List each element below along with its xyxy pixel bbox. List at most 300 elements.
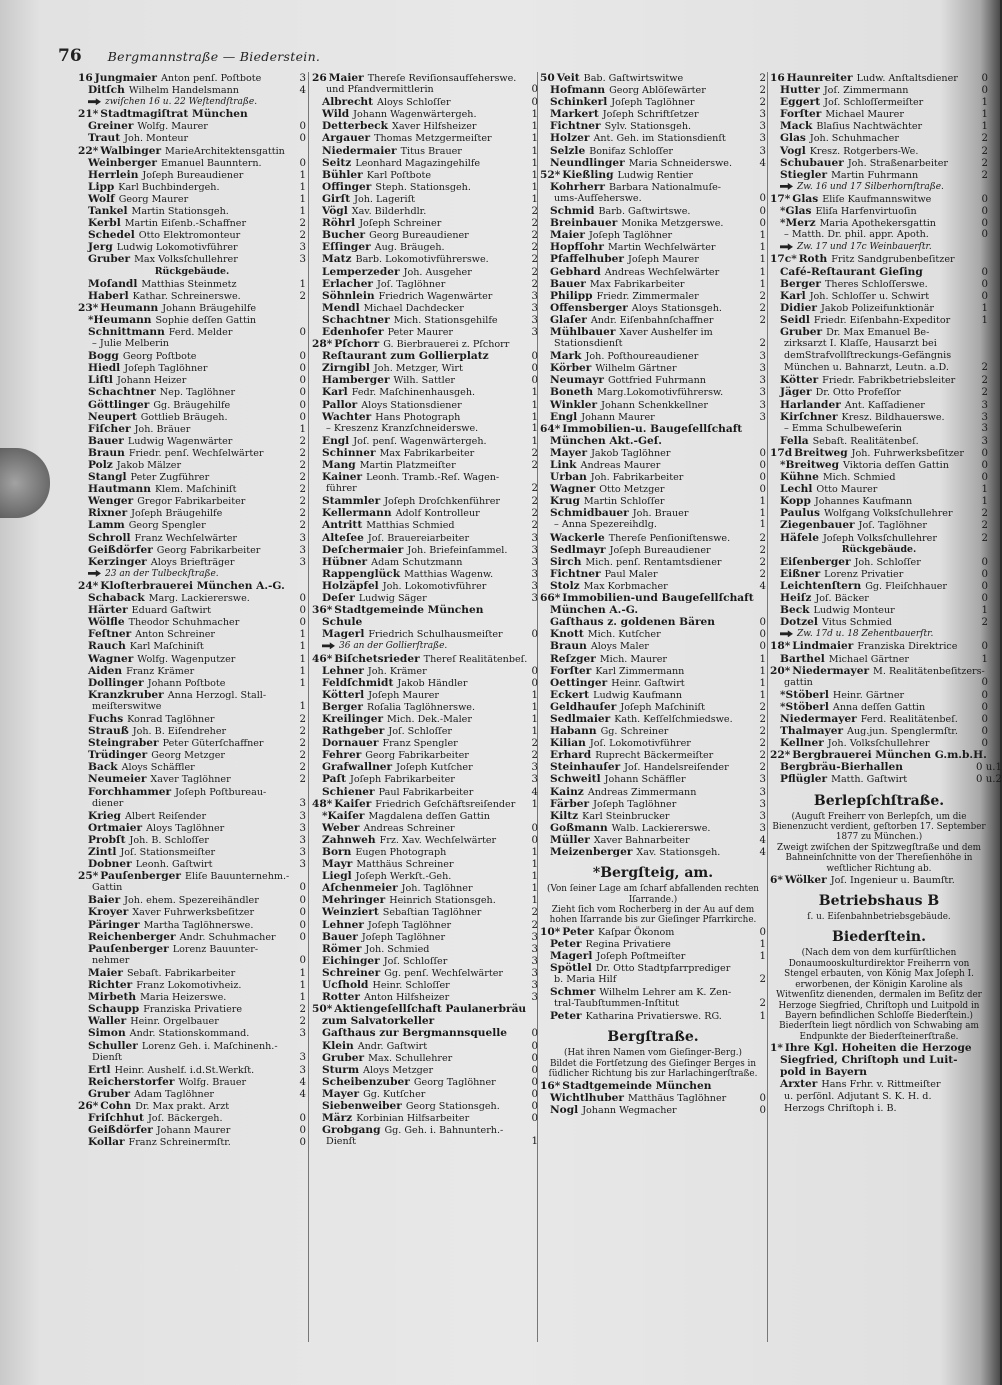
resident-occupation: Aloys Maler: [590, 641, 649, 653]
resident-occupation: Matthäus Schreiner: [356, 859, 454, 871]
floor-number: 2: [759, 338, 766, 350]
resident-occupation: Lorenz Geh. i. Maſchinenh.-: [141, 1040, 278, 1052]
resident-occupation: Ludwig Säger: [358, 593, 427, 605]
resident-name: Bucher: [322, 229, 366, 242]
resident-name: Link: [550, 459, 577, 471]
floor-number: 0: [981, 689, 988, 701]
directory-entry: [540, 471, 766, 483]
floor-number: 0: [981, 266, 988, 278]
floor-number: 1: [531, 133, 538, 145]
directory-entry: [312, 423, 538, 435]
resident-occupation: Leonh. Gaſtwirt: [135, 859, 213, 871]
floor-number: 2: [981, 133, 988, 145]
directory-entry: [78, 616, 306, 628]
resident-occupation: Thomas Metzgermeiſter: [374, 133, 492, 145]
resident-name: Peter: [550, 937, 582, 950]
cross-street-note: [78, 568, 306, 580]
resident-name: Sedlmaier: [550, 712, 611, 725]
resident-occupation: Aloys Stationsdiener: [361, 399, 462, 411]
directory-entry: [78, 1076, 306, 1088]
floor-number: 1: [299, 653, 306, 665]
floor-number: 1: [981, 109, 988, 121]
floor-number: 3: [299, 1028, 306, 1040]
street-heading: *Bergſteig, am.: [592, 865, 714, 882]
resident-name: Erhard: [550, 749, 592, 762]
resident-name: Weinberger: [88, 156, 157, 169]
floor-number: 1: [531, 157, 538, 169]
floor-number: 0: [299, 351, 306, 363]
resident-occupation: Viktoria deſſen Gattin: [843, 460, 949, 471]
resident-name: Steinhauſer: [550, 761, 621, 774]
directory-entry: [78, 749, 306, 761]
resident-occupation: Wilh. Sattler: [393, 375, 455, 387]
floor-number: 2: [759, 726, 766, 738]
directory-entry: [78, 411, 306, 423]
column-rule: [308, 72, 309, 1342]
directory-entry: [78, 737, 306, 749]
resident-name: Schachtner: [322, 313, 390, 326]
directory-entry: [770, 532, 988, 544]
resident-name: Moſandl: [88, 277, 138, 290]
floor-number: 1: [299, 206, 306, 218]
street-heading: Berlepſchſtraße.: [813, 792, 945, 809]
resident-occupation: Eliſa Harfenvirtuoſin: [815, 206, 917, 218]
floor-number: 3: [531, 980, 538, 992]
floor-number: 2: [981, 387, 988, 399]
floor-number: 0: [759, 460, 766, 471]
floor-number: 1: [531, 701, 538, 713]
directory-entry: [312, 266, 538, 278]
directory-entry: [312, 846, 538, 858]
floor-number: 1: [759, 519, 766, 531]
resident-name: Berger: [780, 277, 822, 290]
directory-entry: [312, 362, 538, 374]
resident-name: Meizenberger: [550, 846, 633, 858]
resident-occupation: zirksarzt I. Klaſſe, Hausarzt bei: [784, 338, 937, 350]
resident-occupation: Gg. Schreiner: [600, 726, 669, 738]
resident-name: Neupert: [88, 410, 137, 423]
resident-name: Thalmayer: [780, 725, 844, 738]
floor-number: 3: [759, 798, 766, 810]
floor-number: 2: [531, 242, 538, 254]
directory-entry: [540, 108, 766, 120]
resident-name: Bergbrauerei München G.m.b.H.: [792, 749, 987, 762]
resident-name: Hamberger: [322, 374, 390, 387]
resident-name: Stiegler: [780, 168, 828, 181]
section-subheading: Rückgebäude.: [154, 265, 230, 277]
resident-name: *Stöberl: [780, 700, 829, 713]
resident-occupation: Monika Metzgerswe.: [621, 218, 724, 230]
resident-occupation: Adam Taglöhner: [134, 1088, 214, 1100]
floor-number: 2: [531, 460, 538, 471]
resident-occupation: Otto Elektromonteur: [138, 230, 241, 242]
directory-entry: [770, 773, 1002, 786]
directory-entry: [540, 217, 766, 229]
floor-number: 3: [531, 593, 538, 605]
resident-occupation: Joh. B. Schloſſer: [129, 834, 209, 846]
resident-occupation: Titus Brauer: [400, 145, 462, 157]
resident-occupation: Sebaſtian Taglöhner: [382, 907, 482, 919]
floor-number: 2: [299, 750, 306, 762]
resident-name: Nogl: [550, 1103, 579, 1116]
floor-number: 0: [531, 822, 538, 834]
house-number: 17*: [770, 192, 791, 205]
floor-number: 2: [531, 230, 538, 242]
floor-number: 0 u.1: [976, 762, 1002, 774]
resident-occupation: Klem. Maſchiniſt: [154, 484, 237, 496]
directory-entry: [540, 205, 766, 217]
floor-number: 1: [981, 484, 988, 496]
resident-occupation: Ludwig Monteur: [813, 605, 895, 617]
resident-occupation: Joſeph Volksſchullehrer: [822, 532, 937, 544]
resident-occupation: Nep. Taglöhner: [159, 387, 236, 399]
floor-number: 0: [299, 931, 306, 943]
directory-entry: [540, 1080, 766, 1092]
resident-name: Gruber: [88, 253, 131, 266]
directory-entry: [770, 701, 988, 713]
resident-occupation: Jakob Händler: [397, 677, 468, 689]
floor-number: 0: [531, 375, 538, 387]
resident-occupation: Matthias Steinmetz: [141, 278, 237, 290]
resident-name: Mayer: [322, 1087, 360, 1100]
resident-name: Geißdörfer: [88, 543, 153, 556]
directory-entry: [78, 628, 306, 640]
directory-entry: [312, 495, 538, 507]
resident-name: *Merz: [780, 217, 816, 230]
resident-name: Wölker: [784, 873, 827, 886]
directory-entry: [770, 568, 988, 580]
resident-name: Erlacher: [322, 277, 374, 290]
resident-name: Alteſee: [322, 531, 364, 544]
resident-occupation: Anna Herzogl. Stall-: [167, 689, 267, 701]
resident-name: Forſter: [550, 664, 592, 677]
floor-number: 2: [531, 520, 538, 532]
resident-occupation: Dr. Max Emanuel Be-: [826, 326, 930, 338]
directory-entry: [540, 362, 766, 374]
house-number: 26*: [78, 1099, 99, 1112]
resident-name: München Akt.-Geſ.: [550, 434, 662, 447]
resident-name: Schroll: [88, 531, 131, 544]
resident-occupation: Joh. Monteur: [124, 133, 189, 145]
resident-name: Selzle: [550, 144, 586, 157]
resident-name: Lindmaier: [792, 640, 854, 653]
floor-number: 0: [531, 363, 538, 375]
resident-occupation: Joh. Lageriſt: [354, 193, 415, 205]
resident-occupation: Fritz Sandgrubenbeſitzer: [831, 254, 955, 266]
house-number: 20*: [770, 664, 791, 677]
house-number: 25*: [78, 870, 99, 883]
floor-number: 0: [299, 133, 306, 145]
resident-name: Jungmaier: [94, 72, 157, 84]
resident-occupation: Johann Heizer: [116, 375, 187, 387]
resident-name: Krieg: [88, 809, 121, 822]
resident-name: Veit: [556, 72, 580, 84]
resident-name: Magerl: [550, 949, 593, 962]
resident-occupation: Heinr. Gaſtwirt: [611, 677, 685, 689]
resident-occupation: Georg Stationsgeh.: [405, 1100, 500, 1112]
floor-number: 2: [981, 375, 988, 387]
column-4: [770, 72, 1002, 1362]
resident-name: Gruber: [88, 1087, 131, 1100]
directory-entry: [78, 592, 306, 604]
resident-occupation: Herzogs Chriſtoph i. B.: [784, 1102, 897, 1114]
directory-entry: [78, 471, 306, 483]
floor-number: 2: [759, 85, 766, 97]
directory-entry: [312, 786, 538, 798]
resident-name: Glas: [780, 132, 806, 145]
directory-entry: [312, 1124, 538, 1136]
resident-name: Sedlmayr: [550, 543, 606, 556]
floor-number: 0: [981, 290, 988, 302]
floor-number: 1: [981, 97, 988, 109]
floor-number: 2: [299, 460, 306, 471]
resident-occupation: Wolfgang Volksſchullehrer: [823, 508, 953, 520]
house-number: 1*: [770, 1042, 783, 1055]
resident-name: Didier: [780, 301, 817, 314]
floor-number: 1: [531, 847, 538, 858]
directory-entry: [78, 84, 306, 96]
resident-occupation: Dr. Otto Stadtpfarrprediger: [595, 963, 731, 974]
resident-name: Hopfſohr: [550, 241, 604, 254]
floor-number: 1: [759, 266, 766, 278]
resident-name: *Glas: [780, 205, 812, 218]
directory-entry: [78, 169, 306, 181]
directory-entry: [770, 229, 988, 241]
resident-name: Kreilinger: [322, 712, 384, 725]
resident-name: Hübner: [322, 555, 368, 568]
floor-number: 1: [299, 629, 306, 641]
resident-name: Karl: [780, 289, 806, 302]
directory-entry: [540, 640, 766, 652]
resident-name: Friſchhut: [88, 1112, 144, 1125]
directory-entry: [770, 665, 988, 677]
directory-entry: [78, 725, 306, 737]
resident-occupation: Dienſt: [92, 1051, 123, 1063]
house-number: 10*: [540, 925, 561, 938]
directory-entry: [540, 846, 766, 858]
directory-entry: [78, 205, 306, 217]
resident-occupation: Stationsdienſt: [554, 338, 623, 350]
floor-number: 0: [531, 1028, 538, 1040]
resident-occupation: Joh. Volksſchullehrer: [827, 738, 930, 750]
floor-number: 0: [299, 326, 306, 338]
directory-entry: [540, 386, 766, 398]
resident-name: Mirbeth: [88, 991, 137, 1004]
resident-occupation: Georg Bureaudiener: [369, 230, 469, 242]
directory-entry: [540, 507, 766, 519]
resident-name: Reichenberger: [88, 930, 176, 943]
resident-occupation: Konrad Taglöhner: [127, 713, 215, 725]
directory-entry: [770, 399, 988, 411]
resident-name: Krug: [550, 495, 580, 508]
resident-name: Kellermann: [322, 507, 392, 520]
directory-entry: [540, 725, 766, 737]
resident-occupation: meiſterswitwe: [92, 700, 162, 712]
cross-street-note: [770, 241, 988, 253]
floor-number: 0: [759, 1092, 766, 1104]
resident-name: Liſtl: [88, 374, 113, 387]
resident-occupation: Leonh. Tramb.-Reſ. Wagen-: [366, 472, 500, 484]
directory-entry: [78, 798, 306, 810]
resident-name: Girſt: [322, 192, 351, 205]
directory-entry: [312, 906, 538, 918]
resident-occupation: Friedrich Schulhausmeiſter: [368, 629, 503, 641]
directory-entry: [540, 974, 766, 986]
directory-entry: [540, 193, 766, 205]
floor-number: 1: [759, 278, 766, 290]
resident-name: Eichinger: [322, 954, 380, 967]
directory-entry: [78, 773, 306, 785]
floor-number: 3: [299, 859, 306, 871]
resident-occupation: Johann Bräugehilfe: [162, 302, 257, 314]
resident-name: Dollinger: [88, 676, 144, 689]
floor-number: 3: [299, 834, 306, 846]
resident-occupation: – Anna Spezereihdlg.: [554, 519, 657, 531]
directory-entry: [312, 1136, 538, 1148]
directory-entry: [770, 713, 988, 725]
house-number: 48*: [312, 797, 333, 810]
resident-occupation: Joh. Straßenarbeiter: [847, 157, 949, 169]
resident-occupation: Jakob Mälzer: [116, 460, 182, 471]
resident-name: Lehner: [322, 918, 364, 931]
resident-name: Forchhammer: [88, 785, 172, 798]
resident-occupation: Georg Poſtbote: [122, 351, 197, 363]
floor-number: 1: [531, 411, 538, 423]
resident-name: Zirngibl: [322, 362, 370, 375]
directory-entry: [770, 386, 988, 398]
floor-number: 0: [299, 375, 306, 387]
directory-entry: [540, 72, 766, 84]
resident-name: Geißdörfer: [88, 1124, 153, 1137]
floor-number: 2: [759, 290, 766, 302]
directory-entry: [770, 362, 988, 374]
floor-number: 0: [531, 1113, 538, 1125]
directory-entry: [78, 1052, 306, 1064]
floor-number: 3: [759, 822, 766, 834]
resident-occupation: Bonifaz Schloſſer: [589, 145, 673, 157]
resident-occupation: Joſ. Ingenieur u. Baumſtr.: [830, 874, 955, 886]
resident-name: Feſtner: [88, 628, 132, 641]
resident-name: Neundlinger: [550, 156, 625, 169]
directory-entry: [78, 689, 306, 701]
directory-entry: [770, 556, 988, 568]
resident-occupation: Xav. Bilderhdlr.: [351, 206, 427, 218]
resident-occupation: Barbara Nationalmuſe-: [608, 181, 722, 193]
floor-number: 2: [759, 738, 766, 750]
directory-entry: [312, 1076, 538, 1088]
resident-name: Hiedl: [88, 362, 121, 375]
resident-occupation: Gottfried Fuhrmann: [607, 375, 706, 387]
resident-name: Herrlein: [88, 168, 139, 181]
directory-entry: [770, 495, 988, 507]
resident-name: Maier: [550, 229, 585, 242]
resident-occupation: Lorenz Privatier: [824, 568, 904, 580]
resident-name: Bauer: [88, 434, 124, 447]
resident-name: Wild: [322, 108, 350, 121]
floor-number: 1: [531, 895, 538, 907]
directory-entry: [312, 326, 538, 338]
resident-name: Ziegenbauer: [780, 519, 855, 532]
resident-occupation: Dienſt: [326, 1136, 357, 1148]
cross-street-text: Zw. 17d u. 18 Zehentbauerſtr.: [797, 629, 934, 640]
floor-number: 0: [299, 605, 306, 617]
resident-name: Immobilien-und Baugeſellſchaft: [562, 592, 754, 605]
resident-occupation: demStrafvollſtreckungs-Gefängnis: [784, 350, 952, 362]
directory-entry: [312, 1003, 538, 1015]
floor-number: 2: [299, 290, 306, 302]
resident-occupation: Heinrich Stationsgeh.: [389, 895, 496, 907]
directory-entry: [312, 229, 538, 241]
resident-occupation: Andr. Stationskommand.: [129, 1028, 250, 1040]
resident-occupation: Martin Stationsgeh.: [131, 206, 229, 218]
directory-entry: [312, 193, 538, 205]
resident-name: Fella: [780, 434, 809, 447]
resident-name: Römer: [322, 942, 362, 955]
house-number: 64*: [540, 422, 561, 435]
directory-entry: [312, 834, 538, 846]
directory-entry: [540, 495, 766, 507]
floor-number: 3: [299, 242, 306, 254]
floor-number: 0: [299, 593, 306, 605]
floor-number: 1: [981, 302, 988, 314]
resident-name: Pauſenberger: [88, 942, 169, 955]
resident-occupation: Wilhelm Handelsmann: [128, 85, 239, 97]
floor-number: 2: [981, 145, 988, 157]
directory-entry: [312, 568, 538, 580]
resident-occupation: Friedr. penſ. Wechſelwärter: [128, 447, 264, 459]
resident-name: Gruber: [780, 325, 823, 338]
directory-entry: [770, 411, 988, 423]
floor-number: 2: [759, 302, 766, 314]
cross-street-text: 36 an der Gollierſtraße.: [339, 641, 448, 652]
floor-number: 2: [759, 568, 766, 580]
resident-occupation: Ferd. Realitätenbeſ.: [860, 713, 958, 725]
resident-occupation: Joh. ehem. Spezereihändler: [124, 895, 259, 907]
floor-number: 1: [759, 496, 766, 508]
directory-entry: [540, 761, 766, 773]
directory-entry: [78, 374, 306, 386]
house-number: 28*: [312, 338, 333, 351]
directory-entry: [78, 193, 306, 205]
floor-number: 0 u.2: [976, 774, 1002, 786]
directory-entry: [78, 290, 306, 302]
resident-occupation: Xaver Hilfsheizer: [391, 121, 477, 133]
resident-occupation: Ludwig Wagenwärter: [127, 435, 233, 447]
floor-number: 2: [531, 750, 538, 762]
resident-occupation: Lorenz Bauunter-: [172, 943, 259, 955]
column-3: [540, 72, 766, 1362]
resident-occupation: Gg. Kutſcher: [363, 1088, 426, 1100]
directory-entry: [770, 604, 988, 616]
resident-name: Stadtmagiſtrat München: [100, 108, 248, 121]
house-number: 50*: [312, 1003, 333, 1016]
directory-entry: [78, 870, 306, 882]
floor-number: 1: [299, 992, 306, 1004]
directory-entry: [540, 411, 766, 423]
resident-occupation: Mich. Stationsgehilfe: [393, 314, 498, 326]
resident-occupation: Maria Apothekersgattin: [819, 218, 936, 230]
floor-number: 0: [299, 919, 306, 931]
resident-occupation: Joſ. Bäckergeh.: [147, 1113, 223, 1125]
floor-number: 3: [531, 580, 538, 592]
directory-entry: [312, 773, 538, 785]
resident-occupation: Friedrich Geſchäftsreiſender: [375, 798, 516, 810]
resident-name: Albrecht: [322, 96, 374, 109]
directory-entry: [312, 677, 538, 689]
resident-occupation: Kaſpar Ökonom: [597, 926, 675, 938]
resident-name: Geldhauſer: [550, 700, 617, 713]
floor-number: 0: [759, 218, 766, 230]
